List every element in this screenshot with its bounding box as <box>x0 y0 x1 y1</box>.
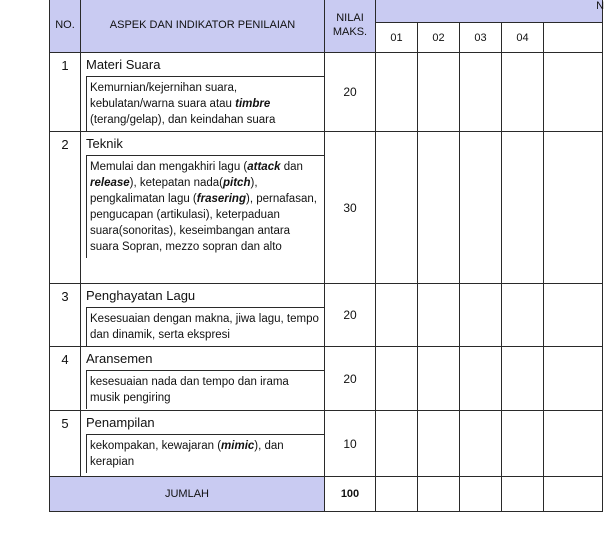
indicator-text: dan <box>280 161 303 173</box>
indicator-text: (terang/gelap), dan keindahan suara <box>90 114 276 126</box>
indicator-text: Memulai dan mengakhiri lagu ( <box>90 161 248 173</box>
header-score-group <box>376 0 603 23</box>
indicator-term-emphasis: attack <box>247 161 281 173</box>
score-cell[interactable] <box>544 132 603 284</box>
aspect-max-score: 20 <box>325 53 376 132</box>
score-cell[interactable] <box>502 411 544 477</box>
score-cell[interactable] <box>502 284 544 347</box>
indicator-text: Kemurnian/kejernihan suara, kebulatan/warna suara atau <box>90 82 238 110</box>
total-score-05 <box>544 477 603 512</box>
score-cell[interactable] <box>502 53 544 132</box>
total-score-01 <box>376 477 418 512</box>
score-cell[interactable] <box>418 284 460 347</box>
total-score-04 <box>502 477 544 512</box>
aspect-max-score: 20 <box>325 284 376 347</box>
aspect-title: Aransemen <box>86 351 153 366</box>
indicator-term-emphasis: mimic <box>221 440 255 452</box>
aspect-title: Teknik <box>86 136 123 151</box>
header-max-line1: NILAI <box>336 12 364 24</box>
aspect-indicator <box>86 76 324 131</box>
indicator-term-emphasis: pitch <box>223 177 251 189</box>
score-cell[interactable] <box>460 411 502 477</box>
aspect-indicator <box>86 155 324 258</box>
aspect-indicator <box>86 370 324 409</box>
total-max: 100 <box>325 477 376 512</box>
score-cell[interactable] <box>544 411 603 477</box>
header-aspect: ASPEK DAN INDIKATOR PENILAIAN <box>81 0 325 53</box>
aspect-max-score: 20 <box>325 347 376 411</box>
header-no: NO. <box>50 0 81 53</box>
score-cell[interactable] <box>376 53 418 132</box>
score-cell[interactable] <box>544 284 603 347</box>
header-cut-off-text: N <box>596 0 604 12</box>
aspect-number: 3 <box>50 284 81 347</box>
score-column-blank <box>544 23 603 53</box>
score-cell[interactable] <box>418 132 460 284</box>
indicator-term-emphasis: release <box>90 177 130 189</box>
score-cell[interactable] <box>376 347 418 411</box>
aspect-number: 5 <box>50 411 81 477</box>
aspect-title: Penampilan <box>86 415 155 430</box>
aspect-row <box>50 132 603 284</box>
score-cell[interactable] <box>376 284 418 347</box>
score-cell[interactable] <box>502 132 544 284</box>
score-cell[interactable] <box>460 347 502 411</box>
aspect-cell <box>81 53 325 132</box>
score-column-03: 03 <box>460 23 502 53</box>
score-cell[interactable] <box>418 411 460 477</box>
aspect-number: 4 <box>50 347 81 411</box>
score-column-04: 04 <box>502 23 544 53</box>
indicator-text: kekompakan, kewajaran ( <box>90 440 222 452</box>
score-cell[interactable] <box>460 132 502 284</box>
indicator-text: kesesuaian nada dan tempo dan irama musik pengiring <box>90 376 289 404</box>
score-cell[interactable] <box>418 53 460 132</box>
aspect-cell <box>81 411 325 477</box>
aspect-max-score: 10 <box>325 411 376 477</box>
score-cell[interactable] <box>418 347 460 411</box>
indicator-term-emphasis: frasering <box>196 193 246 205</box>
score-cell[interactable] <box>460 53 502 132</box>
aspect-indicator <box>86 434 324 473</box>
score-cell[interactable] <box>544 347 603 411</box>
indicator-text: ), dan kerapian <box>90 440 284 468</box>
score-cell[interactable] <box>502 347 544 411</box>
indicator-text: ), pengkalimatan lagu ( <box>90 177 258 205</box>
score-cell[interactable] <box>376 411 418 477</box>
aspect-indicator <box>86 307 324 346</box>
aspect-max-score: 30 <box>325 132 376 284</box>
score-cell[interactable] <box>376 132 418 284</box>
assessment-table <box>49 0 603 512</box>
aspect-cell <box>81 132 325 284</box>
aspect-number: 1 <box>50 53 81 132</box>
indicator-text: ), ketepatan nada( <box>129 177 223 189</box>
aspect-number: 2 <box>50 132 81 284</box>
aspect-title: Penghayatan Lagu <box>86 288 196 303</box>
indicator-text: ), pernafasan, pengucapan (artikulasi), keterpaduan suara(sonoritas), keseimbangan antara suara Sopran, mezzo sopran dan alto <box>90 193 317 253</box>
total-score-03 <box>460 477 502 512</box>
aspect-cell <box>81 347 325 411</box>
aspect-title: Materi Suara <box>86 57 161 72</box>
aspect-row <box>50 53 603 132</box>
header-max-score <box>325 0 376 53</box>
score-column-01: 01 <box>376 23 418 53</box>
aspect-row <box>50 347 603 411</box>
header-max-line2: MAKS. <box>332 26 368 38</box>
total-label: JUMLAH <box>50 477 325 512</box>
score-cell[interactable] <box>460 284 502 347</box>
indicator-term-emphasis: timbre <box>235 98 271 110</box>
total-score-02 <box>418 477 460 512</box>
indicator-text: Kesesuaian dengan makna, jiwa lagu, tempo dan dinamik, serta ekspresi <box>90 313 319 341</box>
score-column-02: 02 <box>418 23 460 53</box>
aspect-row <box>50 284 603 347</box>
aspect-row <box>50 411 603 477</box>
aspect-cell <box>81 284 325 347</box>
score-cell[interactable] <box>544 53 603 132</box>
